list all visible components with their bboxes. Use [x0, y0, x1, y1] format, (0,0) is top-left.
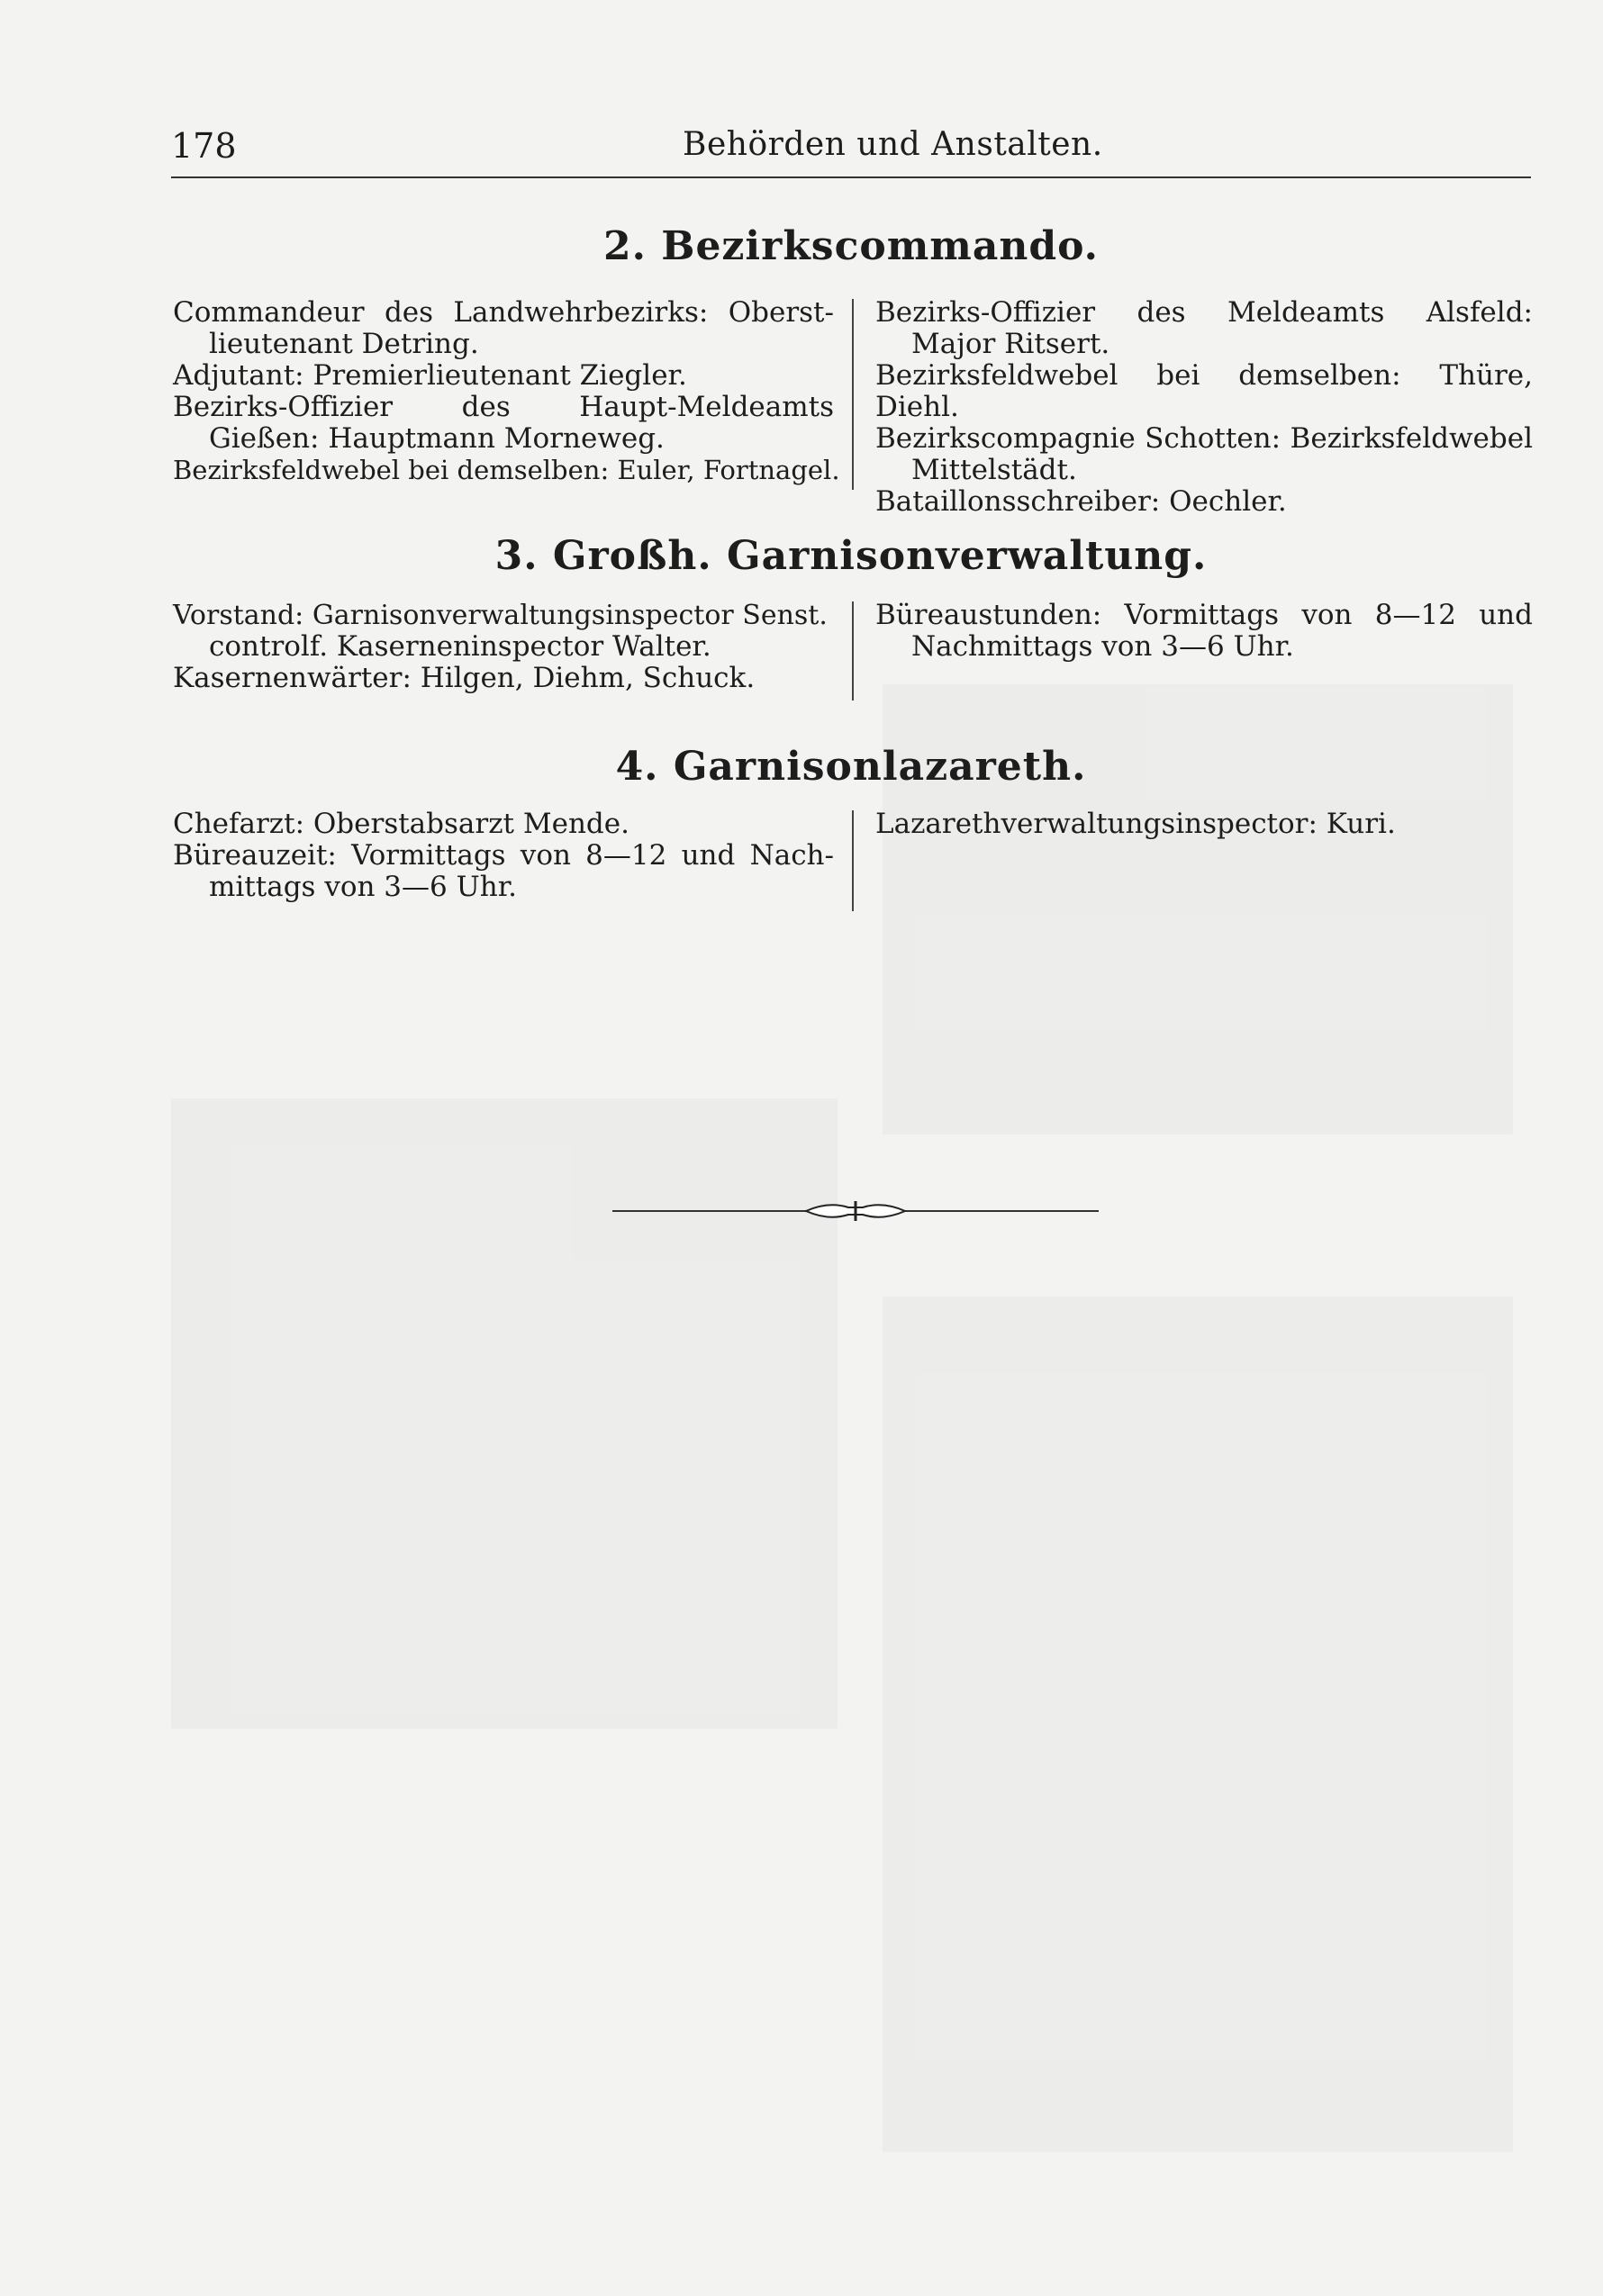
bleed-through-texture: [883, 1297, 1513, 2152]
column-divider: [852, 299, 854, 490]
section-2-right-column: [875, 297, 1533, 518]
header-rule: [171, 176, 1531, 178]
running-head: [171, 126, 1531, 171]
section-3-right-column: [875, 600, 1533, 663]
text-line: mittags von 3—6 Uhr.: [209, 871, 517, 903]
text-line: Adjutant: Premierlieutenant Ziegler.: [173, 359, 687, 392]
text-line: Bezirks-Offizier des Haupt-Meldeamts: [173, 391, 834, 423]
text-line: Kasernenwärter: Hilgen, Diehm, Schuck.: [173, 662, 756, 694]
section-heading-garnisonlazareth: 4. Garnisonlazareth.: [615, 744, 1087, 790]
text-line: Chefarzt: Oberstabsarzt Mende.: [173, 808, 629, 840]
text-line: Bezirks-Offizier des Meldeamts Alsfeld:: [875, 296, 1533, 329]
text-line: Major Ritsert.: [911, 328, 1110, 360]
text-line: Nachmittags von 3—6 Uhr.: [911, 630, 1294, 663]
column-divider: [852, 810, 854, 911]
text-line: Bataillonsschreiber: Oechler.: [875, 485, 1287, 518]
section-heading-bezirkscommando: 2. Bezirkscommando.: [603, 223, 1099, 269]
text-line: Büreaustunden: Vormittags von 8—12 und: [875, 599, 1533, 631]
page-number: 178: [171, 126, 237, 166]
section-heading-garnisonverwaltung: 3. Großh. Garnisonverwaltung.: [494, 533, 1208, 579]
text-line: Büreauzeit: Vormittags von 8—12 und Nach-: [173, 839, 834, 872]
text-line: Lazarethverwaltungsinspector: Kuri.: [875, 808, 1396, 840]
section-2-left-column: [173, 296, 840, 486]
text-line: lieutenant Detring.: [209, 328, 479, 360]
running-title: Behörden und Anstalten.: [683, 126, 1103, 163]
text-line: Vorstand: Garnisonverwaltungsinspector Senst.: [173, 600, 828, 631]
text-line: Commandeur des Landwehrbezirks: Oberst-: [173, 296, 834, 329]
text-line: Mittelstädt.: [911, 454, 1077, 486]
text-line: Bezirksfeldwebel bei demselben: Thüre, Diehl.: [875, 359, 1533, 423]
section-4-right-column: [875, 809, 1533, 840]
text-line: Bezirksfeldwebel bei demselben: Euler, Fortnagel.: [173, 455, 840, 485]
text-line: controlf. Kaserneninspector Walter.: [209, 630, 711, 663]
bleed-through-texture: [171, 1098, 838, 1729]
text-line: Gießen: Hauptmann Morneweg.: [209, 422, 665, 455]
text-line: Bezirkscompagnie Schotten: Bezirksfeldwebel: [875, 422, 1533, 455]
section-3-left-column: [173, 600, 834, 694]
column-divider: [852, 601, 854, 701]
end-ornament-rule: [612, 1198, 1099, 1225]
section-4-left-column: [173, 809, 834, 903]
